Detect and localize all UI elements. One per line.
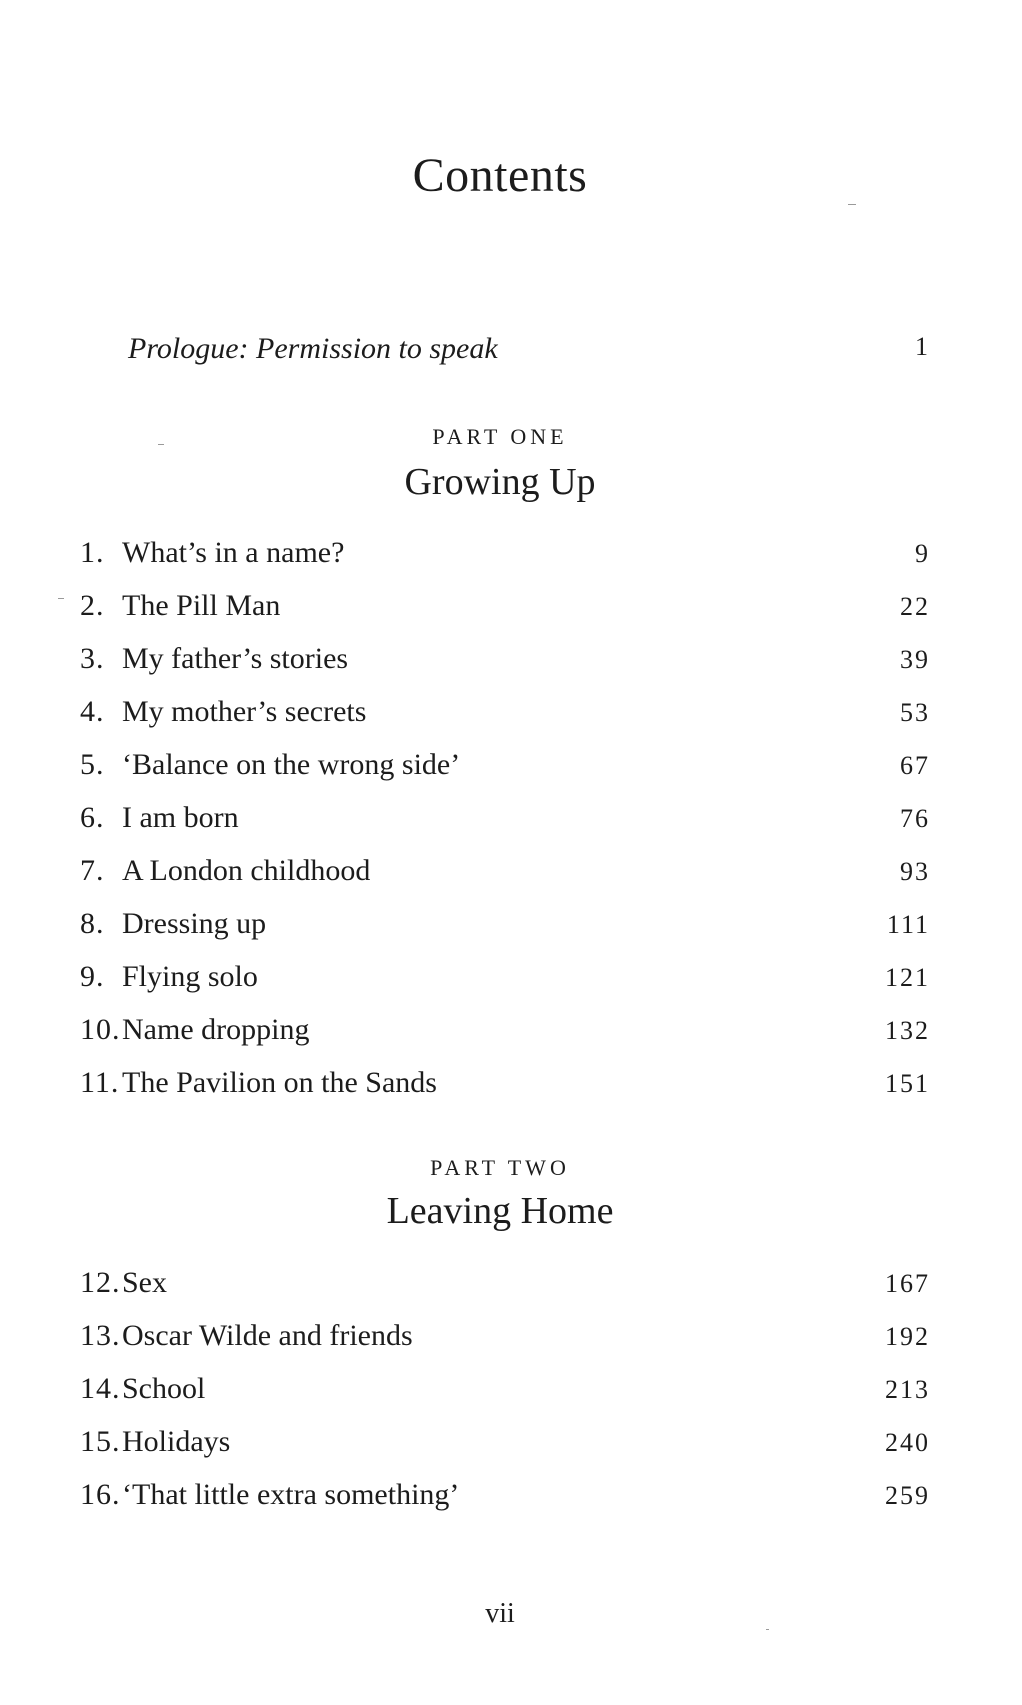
chapter-number: 3. — [80, 642, 105, 675]
chapter-number: 10. — [80, 1013, 121, 1046]
toc-entry — [80, 1319, 930, 1363]
scan-speck — [766, 1629, 769, 1630]
chapter-title: School — [122, 1372, 206, 1405]
chapter-title: Holidays — [122, 1425, 231, 1458]
scan-speck — [848, 204, 856, 205]
chapter-page-number: 9 — [915, 539, 930, 568]
chapter-page-number: 93 — [900, 857, 930, 886]
toc-entry — [80, 536, 930, 580]
toc-entry — [80, 695, 930, 739]
chapter-number: 11. — [80, 1066, 120, 1099]
chapter-page-number: 132 — [885, 1016, 930, 1045]
toc-entry — [80, 1425, 930, 1469]
chapter-page-number: 240 — [885, 1428, 930, 1457]
toc-entry — [80, 907, 930, 951]
chapter-number: 16. — [80, 1478, 121, 1511]
chapter-title: A London childhood — [122, 854, 371, 887]
chapter-number: 9. — [80, 960, 105, 993]
chapter-title: ‘That little extra something’ — [122, 1478, 460, 1511]
toc-entry — [80, 960, 930, 1004]
part-one-label: PART ONE — [432, 424, 568, 449]
chapter-page-number: 111 — [886, 910, 930, 939]
toc-entry — [80, 854, 930, 898]
toc-entry — [80, 1478, 930, 1522]
chapter-title: Name dropping — [122, 1013, 310, 1046]
part-one-title: Growing Up — [404, 461, 596, 503]
chapter-page-number: 67 — [900, 751, 930, 780]
chapter-page-number: 53 — [900, 698, 930, 727]
chapter-number: 14. — [80, 1372, 121, 1405]
chapter-number: 12. — [80, 1266, 121, 1299]
toc-entry — [80, 1372, 930, 1416]
toc-entry — [80, 1266, 930, 1310]
toc-entry — [80, 642, 930, 686]
chapter-number: 15. — [80, 1425, 121, 1458]
page-title: Contents — [412, 149, 588, 202]
toc-prologue — [128, 332, 930, 366]
chapter-number: 6. — [80, 801, 105, 834]
scan-speck — [158, 444, 164, 445]
chapter-number: 13. — [80, 1319, 121, 1352]
chapter-title: The Pill Man — [122, 589, 281, 622]
chapter-page-number: 22 — [900, 592, 930, 621]
chapter-page-number: 76 — [900, 804, 930, 833]
chapter-title: The Pavilion on the Sands — [122, 1066, 437, 1099]
chapter-page-number: 259 — [885, 1481, 930, 1510]
toc-entry — [80, 748, 930, 792]
part-two-title: Leaving Home — [386, 1190, 614, 1232]
prologue-page-number: 1 — [915, 332, 930, 361]
chapter-number: 1. — [80, 536, 105, 569]
chapter-page-number: 192 — [885, 1322, 930, 1351]
toc-entry — [80, 1066, 930, 1110]
chapter-number: 7. — [80, 854, 105, 887]
chapter-page-number: 167 — [885, 1269, 930, 1298]
chapter-page-number: 121 — [885, 963, 930, 992]
chapter-title: ‘Balance on the wrong side’ — [122, 748, 461, 781]
toc-entry — [80, 801, 930, 845]
chapter-number: 8. — [80, 907, 105, 940]
chapter-page-number: 151 — [885, 1069, 930, 1098]
toc-entry — [80, 1013, 930, 1057]
chapter-page-number: 39 — [900, 645, 930, 674]
chapter-number: 5. — [80, 748, 105, 781]
chapter-number: 2. — [80, 589, 105, 622]
chapter-title: My mother’s secrets — [122, 695, 367, 728]
toc-entry — [80, 589, 930, 633]
part-two-label: PART TWO — [430, 1155, 570, 1180]
scan-speck — [58, 598, 64, 599]
chapter-title: What’s in a name? — [122, 536, 345, 569]
chapter-title: Flying solo — [122, 960, 258, 993]
chapter-page-number: 213 — [885, 1375, 930, 1404]
chapter-title: My father’s stories — [122, 642, 349, 675]
page-folio: vii — [485, 1598, 515, 1629]
prologue-title: Prologue: Permission to speak — [128, 332, 498, 365]
chapter-title: Dressing up — [122, 907, 267, 940]
chapter-number: 4. — [80, 695, 105, 728]
chapter-title: I am born — [122, 801, 239, 834]
chapter-title: Sex — [122, 1266, 167, 1299]
chapter-title: Oscar Wilde and friends — [122, 1319, 413, 1352]
